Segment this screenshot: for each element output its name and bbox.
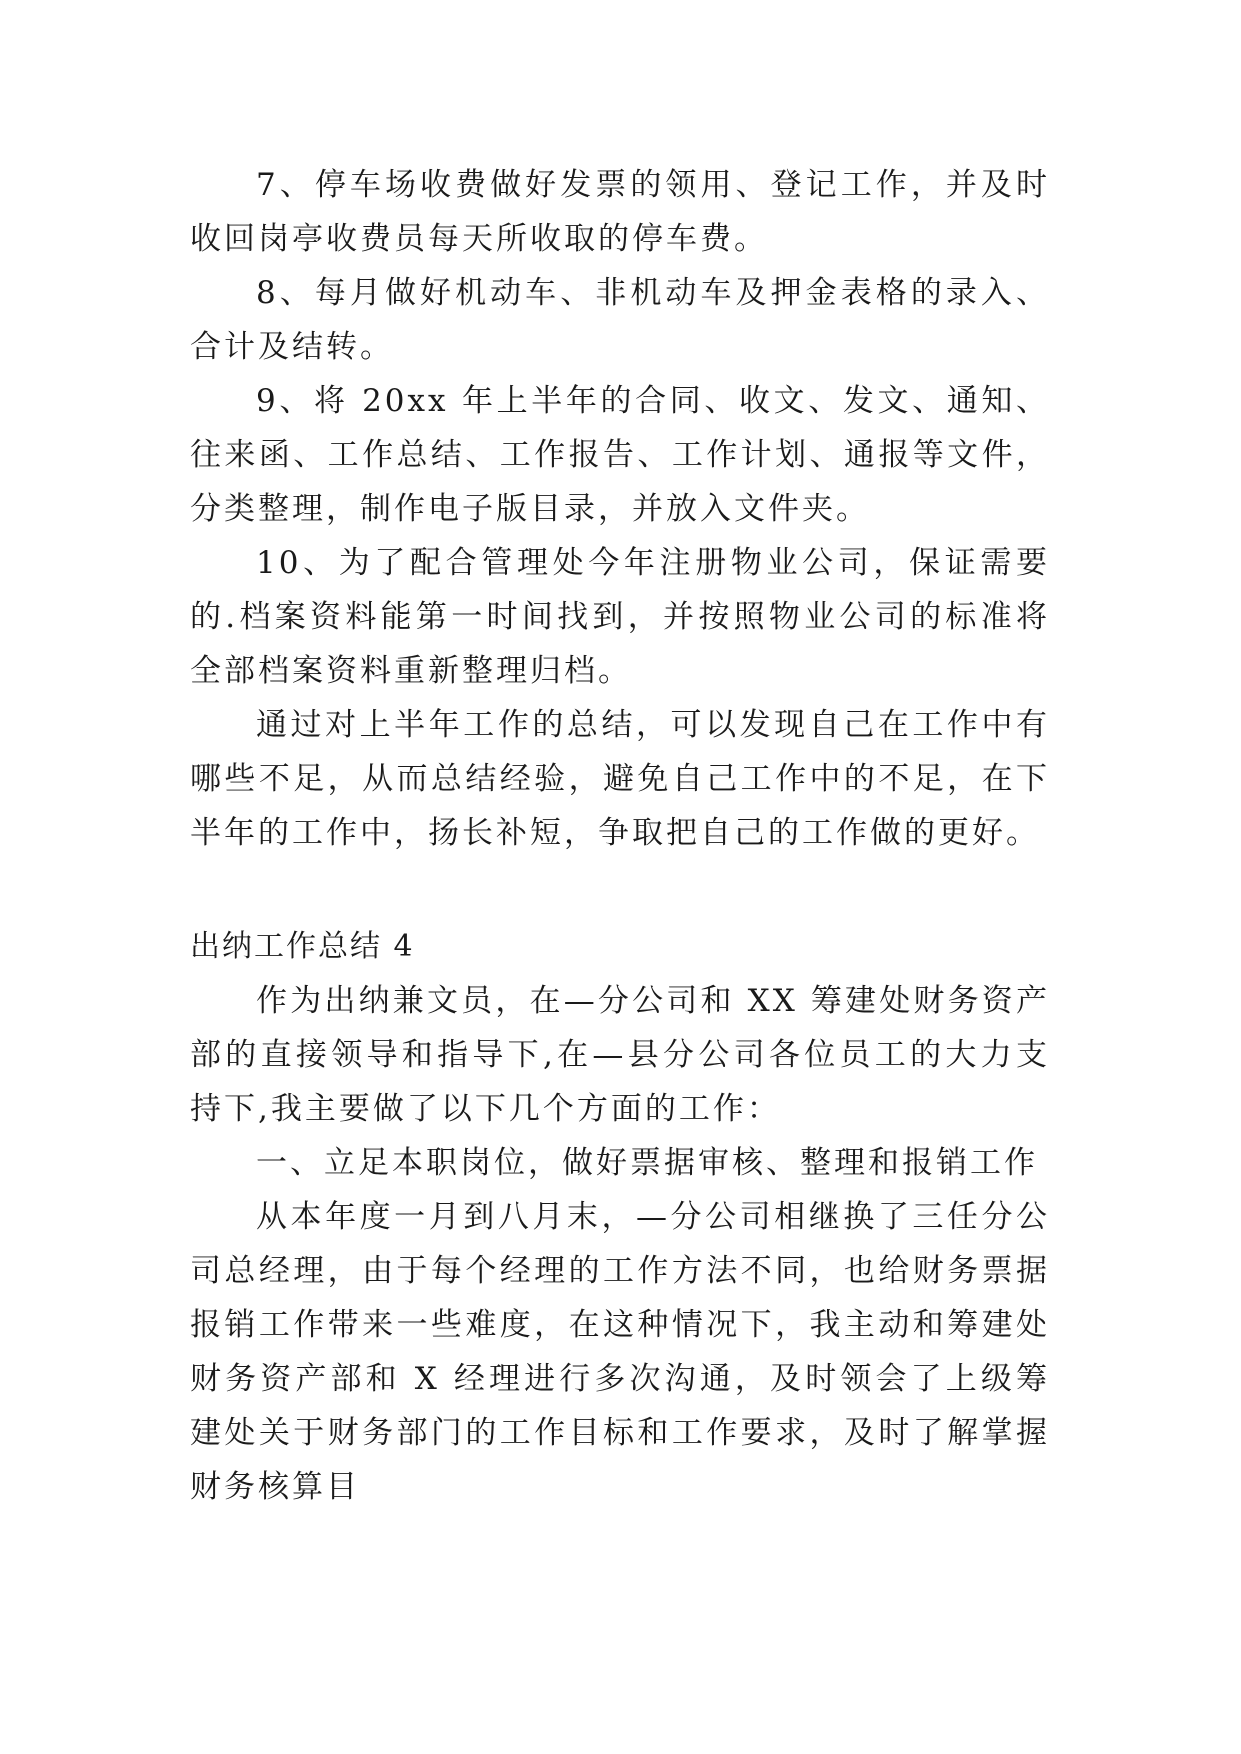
paragraph-body: 从本年度一月到八月末，—分公司相继换了三任分公司总经理，由于每个经理的工作方法不同，也给财务票据报销工作带来一些难度，在这种情况下，我主动和筹建处财务资产部和 X 经理进行多次沟通，及时领会了上级筹建处关于财务部门的工作目标和工作要求，及时了解掌握财务核算目 [190, 1199, 1050, 1505]
paragraph-summary: 通过对上半年工作的总结，可以发现自己在工作中有哪些不足，从而总结经验，避免自己工作中的不足，在下半年的工作中，扬长补短，争取把自己的工作做的更好。 [190, 707, 1050, 851]
paragraph-item-10: 10、为了配合管理处今年注册物业公司，保证需要的.档案资料能第一时间找到，并按照物业公司的标准将全部档案资料重新整理归档。 [190, 545, 1050, 689]
section-heading: 出纳工作总结 4 [190, 929, 415, 964]
paragraph-item-7: 7、停车场收费做好发票的领用、登记工作，并及时收回岗亭收费员每天所收取的停车费。 [190, 167, 1050, 257]
paragraph-item-8: 8、每月做好机动车、非机动车及押金表格的录入、合计及结转。 [190, 275, 1050, 365]
document-body [190, 158, 1050, 1514]
paragraph-subheading-one: 一、立足本职岗位，做好票据审核、整理和报销工作 [256, 1145, 1038, 1181]
paragraph-item-9: 9、将 20xx 年上半年的合同、收文、发文、通知、往来函、工作总结、工作报告、工作计划、通报等文件，分类整理，制作电子版目录，并放入文件夹。 [190, 383, 1050, 527]
paragraph-intro: 作为出纳兼文员，在—分公司和 XX 筹建处财务资产部的直接领导和指导下,在—县分公司各位员工的大力支持下,我主要做了以下几个方面的工作： [190, 983, 1050, 1127]
